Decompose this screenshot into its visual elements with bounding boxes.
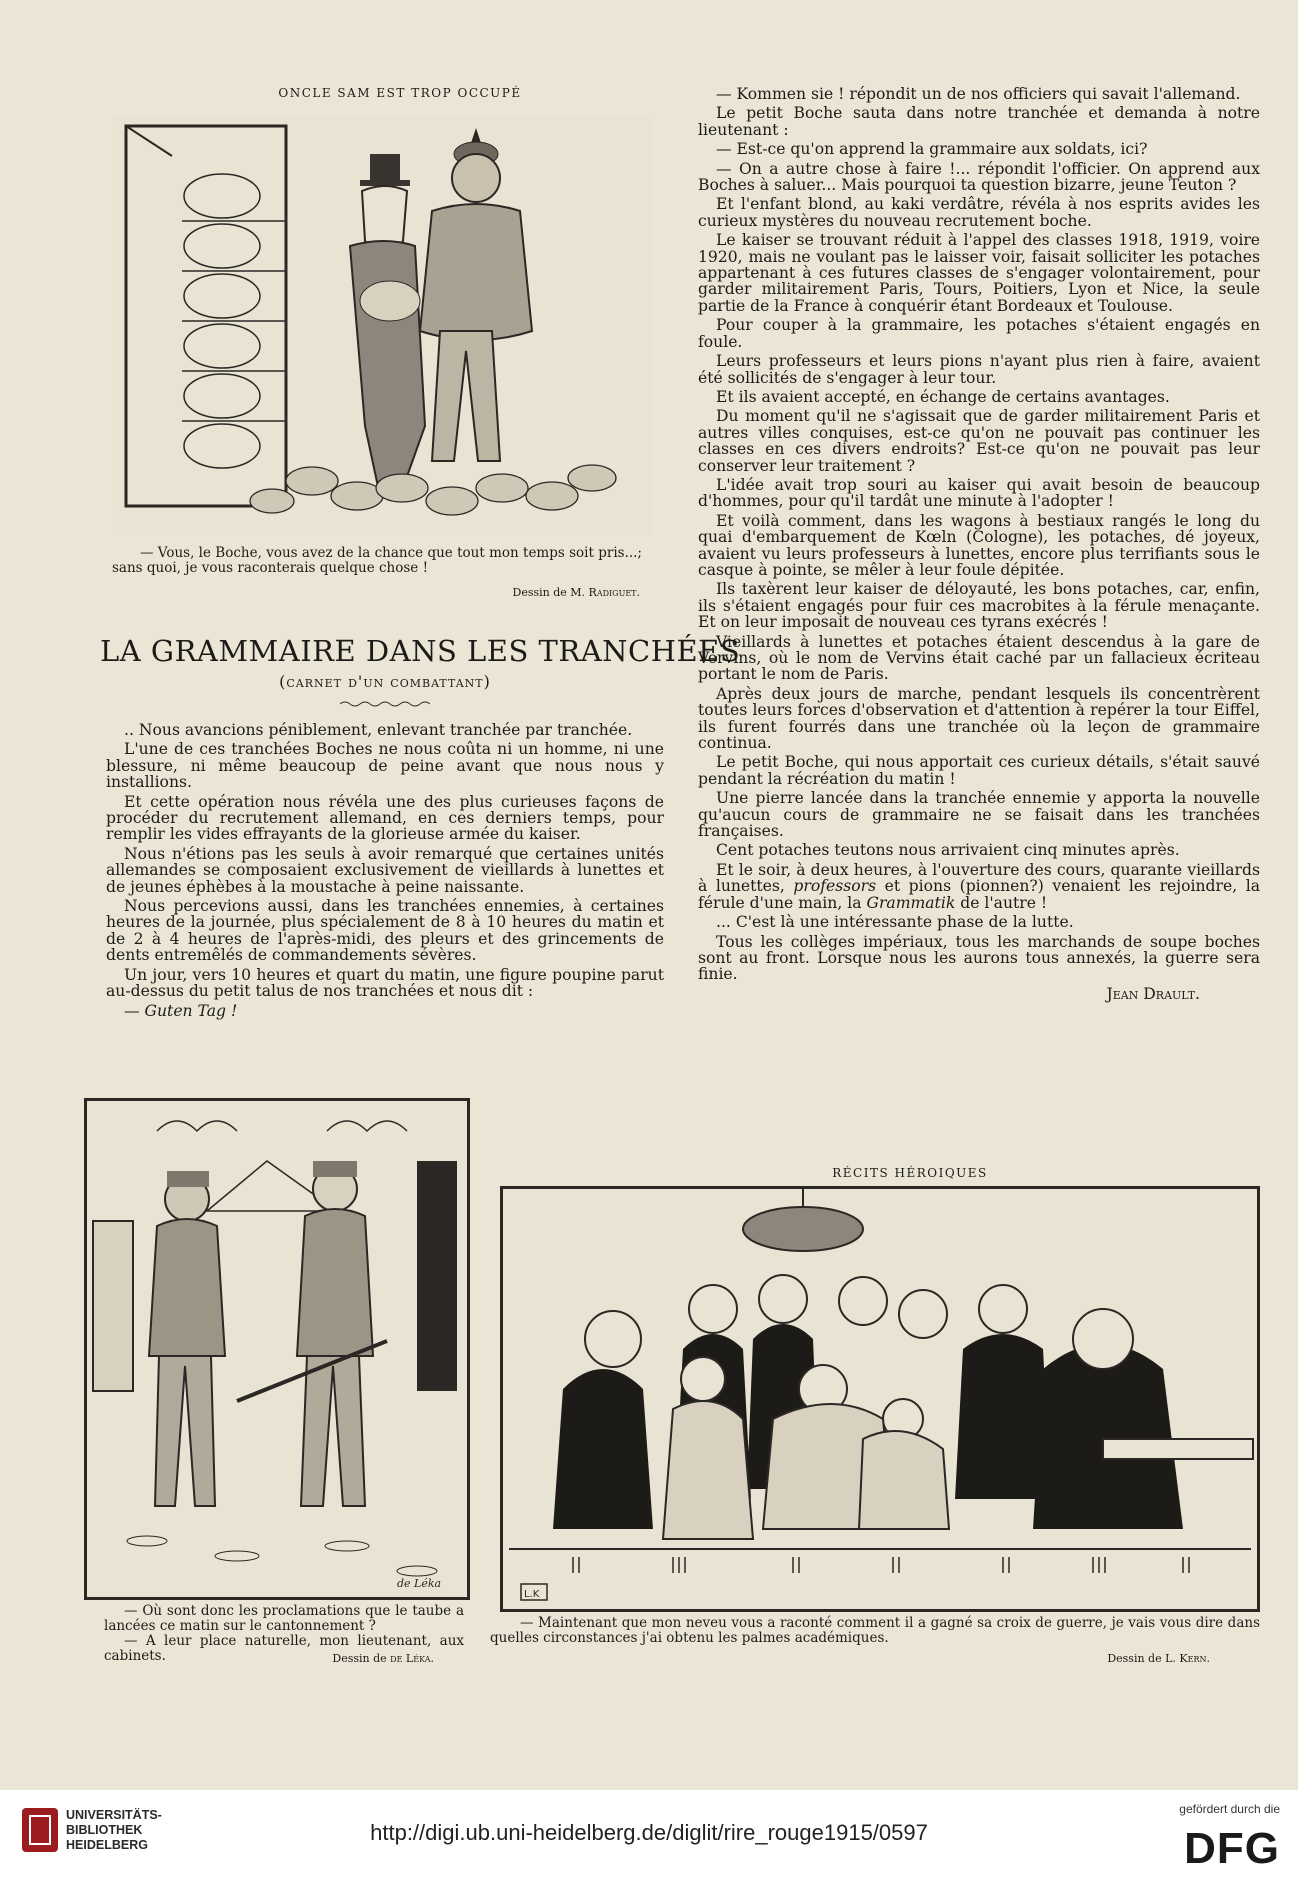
author-name: Jean Drault. [1106,984,1200,1003]
credit-name: L. Kern. [1165,1652,1210,1665]
cartoon2-caption-2: — A leur place naturelle, mon lieutenant, aux cabinets. [104,1633,464,1664]
paragraph: Et voilà comment, dans les wagons à bestiaux rangés le long du quai d'embarquement de Kœln (Cologne), les potaches, dé joyeux, avaient vu leurs professeurs à lunettes, encore plus terrifiants sous le casque à pointe, se mêler à leur foule dépitée. [698,511,1260,579]
paragraph: Cent potaches teutons nous arrivaient cinq minutes après. [716,841,1180,860]
paragraph: — Kommen sie ! répondit un de nos officiers qui savait l'allemand. [716,85,1241,103]
cartoon2-illustration [84,1098,470,1600]
paragraph: L'idée avait trop souri au kaiser qui avait besoin de beaucoup d'hommes, pour qu'il tardât une minute à l'adopter ! [698,475,1260,511]
paragraph: Du moment qu'il ne s'agissait que de garder militairement Paris et autres villes conquises, est-ce qu'on ne pouvait pas continuer les classes en ces divers endroits? Est-ce qu'on ne pouvait pas leur conserver leur traitement ? [698,407,1260,475]
cartoon1-illustration [112,116,652,536]
guten-tag-line: — Guten Tag ! [124,1001,238,1020]
cartoon1-credit [300,586,640,599]
paragraph: — On a autre chose à faire !... répondit l'officier. On apprend aux Boches à saluer... Mais pourquoi ta question bizarre, jeune Teuton ? [698,159,1260,195]
paragraph: Et l'enfant blond, au kaki verdâtre, révéla à nos esprits avides les curieux mystères du nouveau recrutement boche. [698,195,1260,230]
two-soldiers-drawing [87,1101,467,1597]
cartoon1-title: ONCLE SAM EST TROP OCCUPÉ [278,86,522,100]
credit-prefix: Dessin de [1107,1652,1166,1665]
institution-line: HEIDELBERG [66,1838,148,1852]
institution-line: BIBLIOTHEK [66,1823,143,1837]
bourgeois-group-drawing [503,1189,1257,1609]
source-url[interactable]: http://digi.ub.uni-heidelberg.de/diglit/rire_rouge1915/0597 [370,1820,928,1845]
paragraph: Ils taxèrent leur kaiser de déloyauté, les bons potaches, car, enfin, ils s'étaient engagés pour fuir ces macrobites à la férule menaçante. Et on leur imposait de nouveau ces tyrans exécrés ! [698,580,1260,632]
paragraph: Le kaiser se trouvant réduit à l'appel des classes 1918, 1919, voire 1920, mais ne voulant pas le laisser voir, faisait solliciter les potaches appartenant à ces futures classes de s'engager volontairement, pour garder militairement Paris, Tours, Poitiers, Lyon et Nice, la seule partie de la France à conquérir étant Bordeaux et Toulouse. [698,231,1260,315]
paragraph: Pour couper à la grammaire, les potaches s'étaient engagés en foule. [698,316,1260,351]
cartoon2-signature: de Léka [397,1577,442,1590]
paragraph: Et ils avaient accepté, en échange de certains avantages. [716,387,1170,406]
paragraph: Une pierre lancée dans la tranchée ennemie y apporta la nouvelle qu'aucun cours de grammaire ne se faisait dans les tranchées françaises. [698,789,1260,841]
paragraph: Leurs professeurs et leurs pions n'ayant plus rien à faire, avaient été sollicités de s'engager à leur tour. [698,352,1260,387]
paragraph: Et cette opération nous révéla une des plus curieuses façons de procéder du recrutement allemand, en ces derniers temps, pour remplir les vides effrayants de la glorieuse armée du kaiser. [106,792,664,844]
article-title: LA GRAMMAIRE DANS LES TRANCHÉES [100,634,741,668]
credit-name: Radiguet. [588,586,640,599]
institution-line: UNIVERSITÄTS- [66,1808,162,1822]
paragraph [698,862,1260,911]
paragraph: Nous n'étions pas les seuls à avoir remarqué que certaines unités allemandes se composaient exclusivement de vieillards à lunettes et de jeunes éphèbes à la moustache à peine naissante. [106,844,664,896]
cartoon3-title: RÉCITS HÉROIQUES [832,1166,988,1180]
cartoon3-monogram: L.K [524,1589,540,1600]
article-right-column [698,86,1260,1002]
paragraph: Nous percevions aussi, dans les tranchées ennemies, à certaines heures de la journée, plus spécialement de 8 à 10 heures du matin et de 2 à 4 heures de l'après-midi, des pleurs et des grincements de dents entremêlés de commandements sévères. [106,897,664,965]
cartoon1-caption: — Vous, le Boche, vous avez de la chance que tout mon temps soit pris...; sans quoi, je vous raconterais quelque chose ! [112,545,642,576]
paragraph [106,1003,664,1019]
paragraph: Tous les collèges impériaux, tous les marchands de soupe boches sont au front. Lorsque nous les aurons tous annexés, la guerre sera finie. [698,932,1260,984]
credit-prefix: Dessin de [332,1652,391,1665]
article-author [698,986,1260,1002]
cartoon3-credit [940,1652,1210,1665]
paragraph: .. Nous avancions péniblement, enlevant tranchée par tranchée. [124,721,633,739]
credit-name: de Léka. [390,1652,434,1665]
cartoon3-caption: — Maintenant que mon neveu vous a raconté comment il a gagné sa croix de guerre, je vais vous dire dans quelles circonstances j'ai obtenu les palmes académiques. [490,1615,1260,1646]
cartoon2-credit [250,1652,434,1665]
decorative-rule [340,700,430,708]
paragraph: Après deux jours de marche, pendant lesquels ils concentrèrent toutes leurs forces d'observation et d'attention à repérer la tour Eiffel, ils furent fourrés dans une tranchée où la leçon de grammaire continua. [698,684,1260,753]
dfg-logo: DFG [1184,1824,1280,1873]
text-run: Et le soir, à deux heures, à l'ouverture des cours, quarante vieillards à lunettes, [698,860,1260,896]
digitization-footer [0,1790,1298,1886]
cartoon2-caption-1: — Où sont donc les proclamations que le taube a lancées ce matin sur le cantonnement ? [104,1603,464,1634]
cartoon3-illustration [500,1186,1260,1612]
paragraph: Un jour, vers 10 heures et quart du matin, une figure poupine parut au-dessus du petit talus de nos tranchées et nous dit : [106,965,664,1001]
text-run: professors [793,877,877,896]
paragraph: — Est-ce qu'on apprend la grammaire aux soldats, ici? [716,140,1148,159]
funded-by-label: gefördert durch die [1179,1802,1280,1816]
credit-prefix: Dessin de M. [512,586,589,599]
article-subtitle: (carnet d'un combattant) [279,672,491,691]
text-run: de l'autre ! [955,893,1048,912]
article-left-column [106,722,664,1022]
uncle-sam-and-german-officer-drawing [112,116,652,536]
paragraph: L'une de ces tranchées Boches ne nous coûta ni un homme, ni une blessure, ni même beaucoup de peine avant que nous nous y installions. [106,740,664,792]
text-run: et pions (pionnen?) venaient les rejoindre, la férule d'une main, la [698,877,1260,912]
text-run: Grammatik [866,893,956,912]
paragraph: Le petit Boche sauta dans notre tranchée et demanda à notre lieutenant : [698,104,1260,139]
paragraph: Vieillards à lunettes et potaches étaient descendus à la gare de Vervins, où le nom de Vervins était caché par un fallacieux écriteau portant le nom de Paris. [698,632,1260,684]
paragraph: ... C'est là une intéressante phase de la lutte. [716,913,1074,932]
paragraph: Le petit Boche, qui nous apportait ces curieux détails, s'était sauvé pendant la récréation du matin ! [698,753,1260,788]
